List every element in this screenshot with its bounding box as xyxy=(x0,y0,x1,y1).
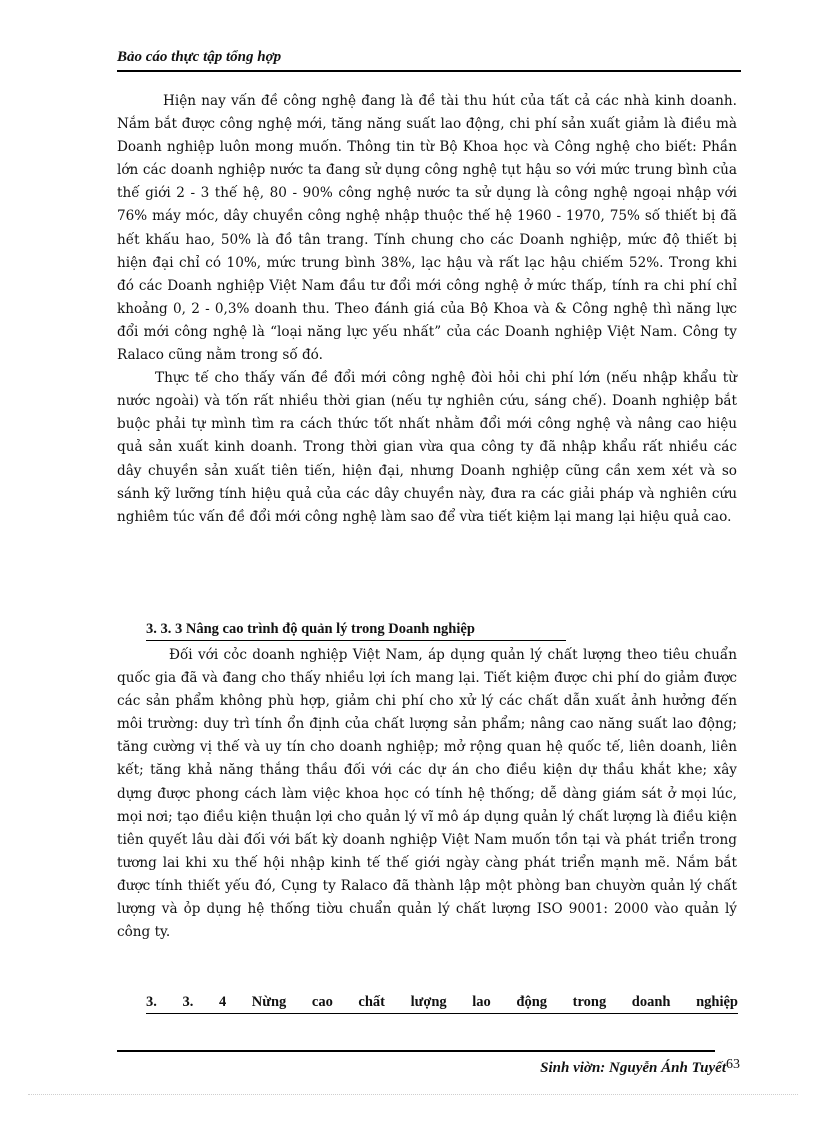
paragraph: Thực tế cho thấy vấn đề đổi mới công nghệ đòi hỏi chi phí lớn (nếu nhập khẩu từ nước ngoài) và tốn rất nhiều thời gian (nếu tự nghiên cứu, sáng chế). Doanh nghiệp bắt buộc phải tự mình tìm ra cách thức tốt nhất nhằm đổi mới công nghệ và nâng cao hiệu quả sản xuất kinh doanh. Trong thời gian vừa qua công ty đã nhập khẩu rất nhiều các dây chuyền sản xuất tiên tiến, hiện đại, nhưng Doanh nghiệp cũng cần xem xét và so sánh kỹ lưỡng tính hiệu quả của các dây chuyền này, đưa ra các giải pháp và nghiên cứu nghiêm túc vấn đề đổi mới công nghệ làm sao để vừa tiết kiệm lại mang lại hiệu quả cao. xyxy=(117,370,737,525)
header-rule xyxy=(117,70,741,72)
paragraph: Hiện nay vấn đề công nghệ đang là đề tài thu hút của tất cả các nhà kinh doanh. Nắm bắt được công nghệ mới, tăng năng suất lao động, chi phí sản xuất giảm là điều mà Doanh nghiệp luôn mong muốn. Thông tin từ Bộ Khoa học và Công nghệ cho biết: Phần lớn các doanh nghiệp nước ta đang sử dụng công nghệ tụt hậu so với mức trung bình của thế giới 2 - 3 thế hệ, 80 - 90% công nghệ nước ta sử dụng là công nghệ ngoại nhập với 76% máy móc, dây chuyền công nghệ nhập thuộc thế hệ 1960 - 1970, 75% số thiết bị đã hết khấu hao, 50% là đồ tân trang. Tính chung cho các Doanh nghiệp, mức độ thiết bị hiện đại chỉ có 10%, mức trung bình 38%, lạc hậu và rất lạc hậu chiếm 52%. Trong khi đó các Doanh nghiệp Việt Nam đầu tư đổi mới công nghệ ở mức thấp, tính ra chi phí chỉ khoảng 0, 2 - 0,3% doanh thu. Theo đánh giá của Bộ Khoa và & Công nghệ thì năng lực đổi mới công nghệ là “loại năng lực yếu nhất” của các Doanh nghiệp Việt Nam. Công ty Ralaco cũng nằm trong số đó. xyxy=(117,93,737,364)
body-section-2 xyxy=(117,644,737,944)
footer-author: Sinh viờn: Nguyễn Ánh Tuyết xyxy=(540,1060,726,1076)
section-heading-3-3-4: 3. 3. 4 Nừng cao chất lượng lao động trong doanh nghiệp xyxy=(146,992,738,1014)
section-heading-3-3-3: 3. 3. 3 Nâng cao trình độ quản lý trong Doanh nghiệp xyxy=(146,619,566,641)
page-footer xyxy=(420,1054,740,1079)
paragraph: Đối với cỏc doanh nghiệp Việt Nam, áp dụng quản lý chất lượng theo tiêu chuẩn quốc gia đã và đang cho thấy nhiều lợi ích mang lại. Tiết kiệm được chi phí do giảm được các sản phẩm không phù hợp, giảm chi phí cho xử lý các chất dẫn xuất ảnh hưởng đến môi trường: duy trì tính ổn định của chất lượng sản phẩm; nâng cao năng suất lao động; tăng cường vị thế và uy tín cho doanh nghiệp; mở rộng quan hệ quốc tế, liên doanh, liên kết; tăng khả năng thắng thầu đối với các dự án cho điều kiện dự thầu khắt khe; xây dựng được phong cách làm việc khoa học có tính hệ thống; dễ dàng giám sát ở mọi lúc, mọi nơi; tạo điều kiện thuận lợi cho quản lý vĩ mô áp dụng quản lý chất lượng là điều kiện tiên quyết lâu dài đối với bất kỳ doanh nghiệp Việt Nam muốn tồn tại và phát triển trong tương lai khi xu thế hội nhập kinh tế thế giới ngày càng phát triển mạnh mẽ. Nắm bắt được tính thiết yếu đó, Cụng ty Ralaco đã thành lập một phòng ban chuyờn quản lý chất lượng và ỏp dụng hệ thống tiờu chuẩn quản lý chất lượng ISO 9001: 2000 vào quản lý công ty. xyxy=(117,647,737,941)
footer-rule xyxy=(117,1050,715,1052)
page-number: 63 xyxy=(726,1057,740,1072)
body-section-1 xyxy=(117,90,737,529)
page-bottom-dotted-line xyxy=(28,1094,798,1095)
page-header-title: Bảo cáo thực tập tổng hợp xyxy=(117,49,282,65)
